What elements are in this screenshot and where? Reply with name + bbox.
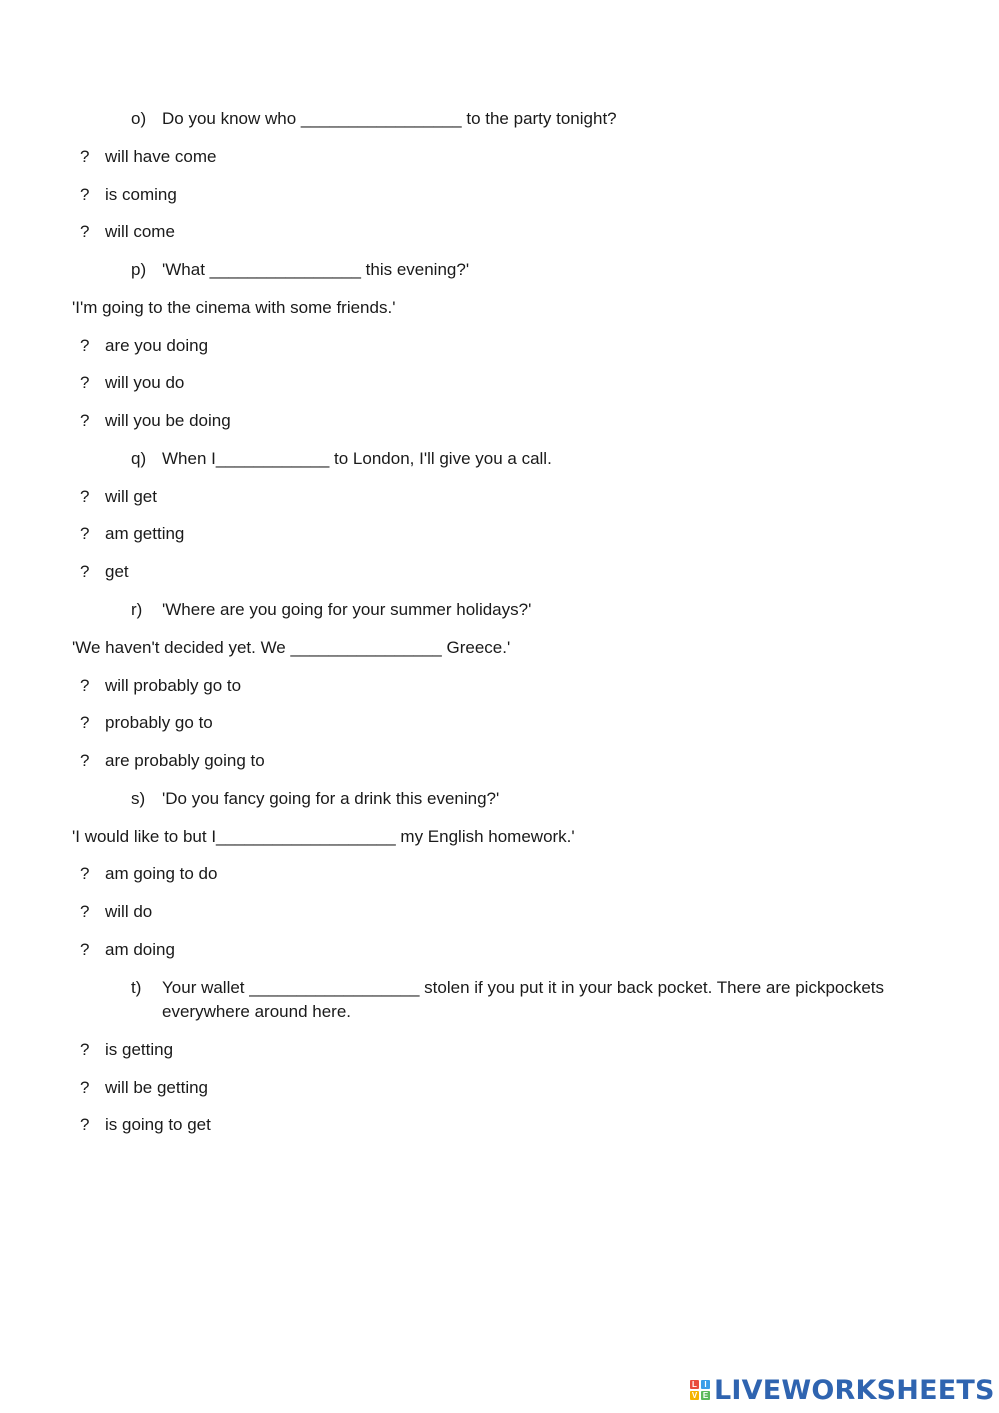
option-bullet[interactable]: ?: [80, 902, 90, 921]
question-q-text: When I____________ to London, I'll give you a call.: [162, 449, 552, 468]
question-p-text: 'What ________________ this evening?': [162, 260, 470, 279]
option-t-2[interactable]: will be getting: [105, 1078, 209, 1097]
logo-mark-tile: E: [702, 1391, 709, 1400]
question-r-number: r): [131, 600, 143, 619]
question-t-number: t): [131, 978, 142, 997]
option-p-2[interactable]: will you do: [105, 373, 185, 392]
logo-text: LIVEWORKSHEETS: [714, 1374, 995, 1406]
option-o-1[interactable]: will have come: [105, 147, 217, 166]
option-s-3[interactable]: am doing: [105, 940, 175, 959]
option-q-3[interactable]: get: [105, 562, 129, 581]
question-s-reply: 'I would like to but I___________________ my English homework.': [72, 827, 575, 846]
option-bullet[interactable]: ?: [80, 336, 90, 355]
option-bullet[interactable]: ?: [80, 1078, 90, 1097]
question-p-number: p): [131, 260, 147, 279]
question-p-reply: 'I'm going to the cinema with some friends.': [72, 298, 396, 317]
option-bullet[interactable]: ?: [80, 751, 90, 770]
question-r-text: 'Where are you going for your summer holidays?': [162, 600, 532, 619]
question-o-text: Do you know who _________________ to the party tonight?: [162, 109, 617, 128]
option-bullet[interactable]: ?: [80, 562, 90, 581]
option-bullet[interactable]: ?: [80, 185, 90, 204]
logo-mark-tile: L: [690, 1380, 699, 1389]
question-r-reply: 'We haven't decided yet. We ________________ Greece.': [72, 638, 511, 657]
option-o-2[interactable]: is coming: [105, 185, 177, 204]
question-s-text: 'Do you fancy going for a drink this evening?': [162, 789, 500, 808]
question-t-text-continued: everywhere around here.: [162, 1002, 352, 1021]
option-p-1[interactable]: are you doing: [105, 336, 209, 355]
question-q-number: q): [131, 449, 147, 468]
option-bullet[interactable]: ?: [80, 524, 90, 543]
option-t-1[interactable]: is getting: [105, 1040, 174, 1059]
option-bullet[interactable]: ?: [80, 676, 90, 695]
option-bullet[interactable]: ?: [80, 940, 90, 959]
logo-mark-tile: V: [691, 1391, 698, 1400]
option-bullet[interactable]: ?: [80, 487, 90, 506]
option-o-3[interactable]: will come: [105, 222, 175, 241]
option-bullet[interactable]: ?: [80, 864, 90, 883]
option-s-1[interactable]: am going to do: [105, 864, 218, 883]
liveworksheets-logo: [690, 1372, 995, 1408]
option-bullet[interactable]: ?: [80, 1040, 90, 1059]
logo-mark-tile: I: [701, 1380, 710, 1389]
question-t-text: Your wallet __________________ stolen if you put it in your back pocket. There are pickpockets: [162, 978, 885, 997]
logo-mark-icon: [690, 1380, 710, 1400]
option-bullet[interactable]: ?: [80, 411, 90, 430]
option-bullet[interactable]: ?: [80, 147, 90, 166]
question-s-number: s): [131, 789, 146, 808]
option-r-3[interactable]: are probably going to: [105, 751, 265, 770]
option-t-3[interactable]: is going to get: [105, 1115, 211, 1134]
option-bullet[interactable]: ?: [80, 222, 90, 241]
option-p-3[interactable]: will you be doing: [105, 411, 231, 430]
option-r-1[interactable]: will probably go to: [105, 676, 242, 695]
option-q-1[interactable]: will get: [105, 487, 157, 506]
option-s-2[interactable]: will do: [105, 902, 153, 921]
option-bullet[interactable]: ?: [80, 373, 90, 392]
option-r-2[interactable]: probably go to: [105, 713, 213, 732]
question-o-number: o): [131, 109, 147, 128]
option-bullet[interactable]: ?: [80, 713, 90, 732]
option-bullet[interactable]: ?: [80, 1115, 90, 1134]
option-q-2[interactable]: am getting: [105, 524, 185, 543]
